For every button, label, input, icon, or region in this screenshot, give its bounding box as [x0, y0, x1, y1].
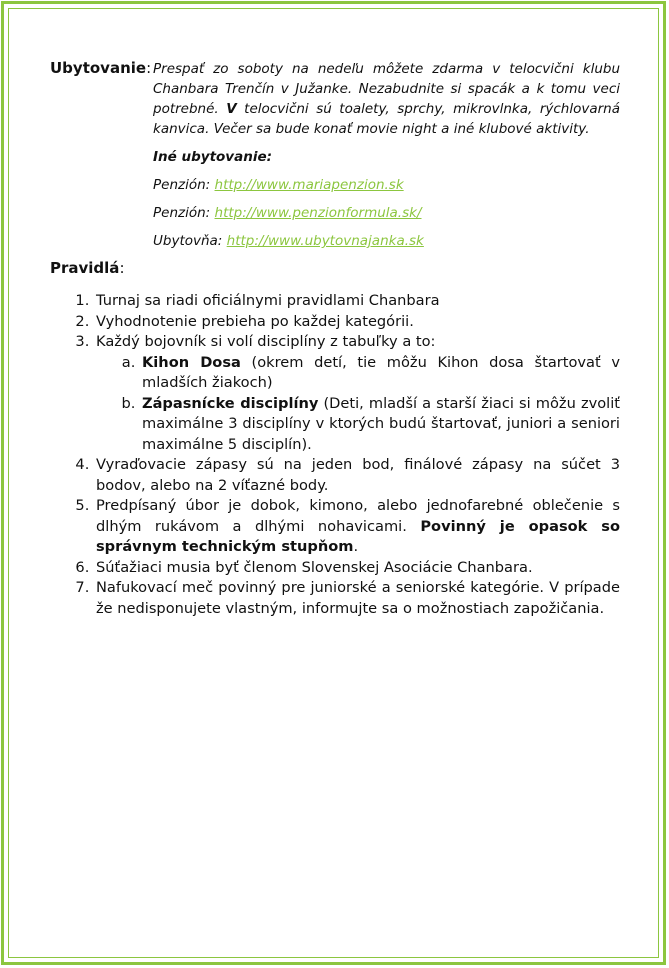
- rule-sublist: [96, 353, 620, 456]
- accommodation-intro: Prespať zo soboty na nedeľu môžete zdarma v telocvični klubu Chanbara Trenčín v Južanke. Nezabudnite si spacák a k tomu veci potrebné. V telocvični sú toalety, sprchy, mikrovlnka, rýchlovarná kanvica. Večer sa bude konať movie night a iné klubové aktivity.: [153, 61, 620, 137]
- rule-item: 5. Predpísaný úbor je dobok, kimono, alebo jednofarebné oblečenie s dlhým rukávom a dlhými nohavicami. Povinný je opasok so správnym technickým stupňom.: [94, 496, 620, 558]
- rule-item: 4. Vyraďovacie zápasy sú na jeden bod, finálové zápasy na súčet 3 bodov, alebo na 2 víťazné body.: [94, 455, 620, 496]
- accommodation-option: Penzión: http://www.mariapenzion.sk: [153, 177, 404, 193]
- rule-subitem: b. Zápasnícke disciplíny (Deti, mladší a starší žiaci si môžu zvoliť maximálne 3 disciplíny v ktorých budú štartovať, juniori a seniori maximálne 5 disciplín).: [140, 394, 620, 456]
- accommodation-option: Ubytovňa: http://www.ubytovnajanka.sk: [153, 233, 424, 249]
- accommodation-option: Penzión: http://www.penzionformula.sk/: [153, 205, 422, 221]
- rule-subitem: a. Kihon Dosa (okrem detí, tie môžu Kihon dosa štartovať v mladších žiakoch): [140, 353, 620, 394]
- rule-item: 2. Vyhodnotenie prebieha po každej kategórii.: [94, 312, 620, 333]
- rule-item: 6. Súťažiaci musia byť členom Slovenskej Asociácie Chanbara.: [94, 558, 620, 579]
- accommodation-label: Ubytovanie:: [50, 59, 152, 77]
- accommodation-body: [153, 58, 620, 251]
- accommodation-section: [50, 58, 620, 251]
- pension-link-formula[interactable]: http://www.penzionformula.sk/: [214, 205, 422, 221]
- document-content: [50, 58, 620, 619]
- pension-link-maria[interactable]: http://www.mariapenzion.sk: [214, 177, 404, 193]
- rules-list: [50, 291, 620, 619]
- hostel-link-janka[interactable]: http://www.ubytovnajanka.sk: [226, 233, 424, 249]
- rules-title: Pravidlá:: [50, 259, 125, 277]
- other-accommodation-title: Iné ubytovanie:: [153, 149, 272, 165]
- rule-item: 7. Nafukovací meč povinný pre juniorské a seniorské kategórie. V prípade že nedisponujete vlastným, informujte sa o možnostiach zapožičania.: [94, 578, 620, 619]
- rule-item: 1. Turnaj sa riadi oficiálnymi pravidlami Chanbara: [94, 291, 620, 312]
- rule-item: 3. Každý bojovník si volí disciplíny z tabuľky a to: a. Kihon Dosa (okrem detí, tie môžu Kihon dosa štartovať v mladších žiakoch) b. Zápasnícke disciplíny (Deti, mladší a starší žiaci si môžu zvoliť maximálne 3 disciplíny v ktorých budú štartovať, juniori a seniori maximálne 5 disciplín).: [94, 332, 620, 455]
